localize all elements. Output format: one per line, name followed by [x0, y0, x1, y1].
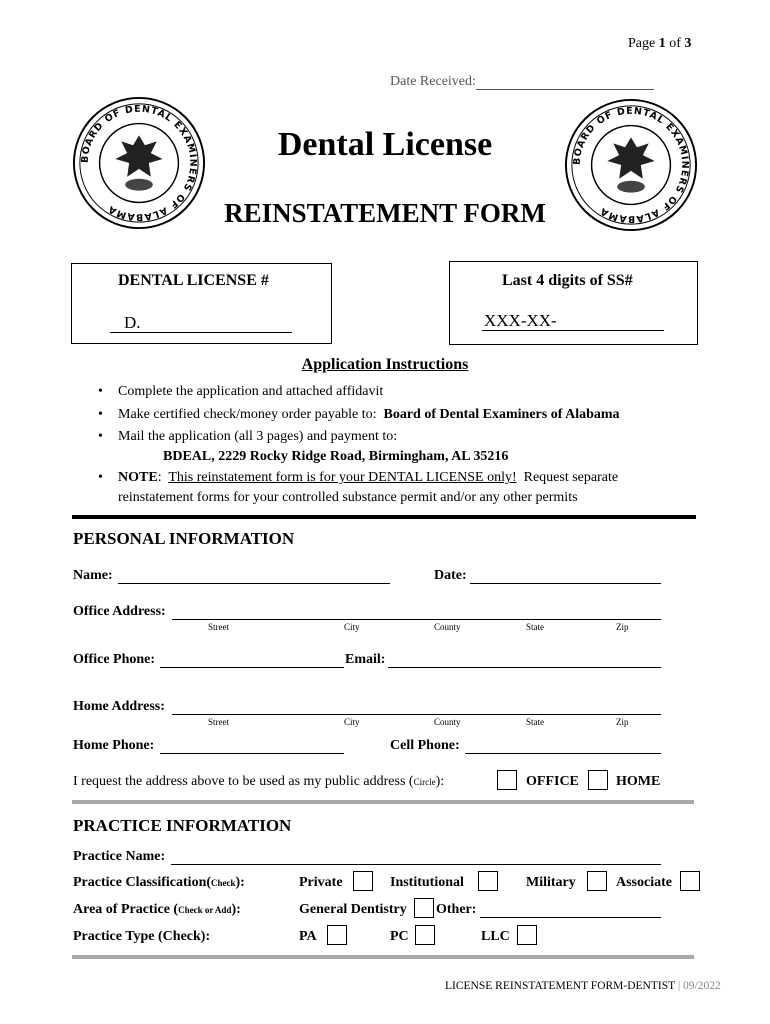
bullet-icon: • — [98, 407, 103, 422]
dental-license-box — [71, 263, 332, 344]
date-label: Date: — [434, 568, 467, 583]
instruction-note: NOTE: This reinstatement form is for your DENTAL LICENSE only! Request separate — [118, 470, 619, 485]
practice-name-input[interactable] — [171, 864, 661, 865]
practice-name-label: Practice Name: — [73, 849, 166, 864]
svg-text:BOARD OF DENTAL EXAMINERS OF A: BOARD OF DENTAL EXAMINERS OF ALABAMA — [571, 105, 691, 225]
city-sublabel: City — [344, 622, 360, 632]
practice-type-label: Practice Type (Check): — [73, 929, 211, 944]
military-checkbox[interactable] — [587, 871, 607, 891]
ssn-label: Last 4 digits of SS# — [502, 272, 633, 289]
office-address-input[interactable] — [172, 619, 661, 620]
county-sublabel: County — [434, 622, 461, 632]
military-label: Military — [526, 875, 576, 890]
city-sublabel: City — [344, 717, 360, 727]
county-sublabel: County — [434, 717, 461, 727]
pc-checkbox[interactable] — [415, 925, 435, 945]
street-sublabel: Street — [208, 622, 229, 632]
home-address-input[interactable] — [172, 714, 661, 715]
practice-info-heading: PRACTICE INFORMATION — [73, 816, 292, 835]
general-dentistry-label: General Dentistry — [299, 902, 407, 917]
general-dentistry-checkbox[interactable] — [414, 898, 434, 918]
zip-sublabel: Zip — [616, 622, 629, 632]
state-sublabel: State — [526, 622, 544, 632]
ssn-box — [449, 261, 698, 345]
name-label: Name: — [73, 568, 113, 583]
cell-phone-label: Cell Phone: — [390, 738, 460, 753]
llc-label: LLC — [481, 929, 510, 944]
area-of-practice-label: Area of Practice (Check or Add): — [73, 902, 241, 917]
pa-checkbox[interactable] — [327, 925, 347, 945]
practice-classification-label: Practice Classification(Check): — [73, 875, 245, 890]
office-phone-label: Office Phone: — [73, 652, 156, 667]
instructions-title: Application Instructions — [301, 356, 469, 373]
personal-info-heading: PERSONAL INFORMATION — [73, 529, 295, 548]
office-checkbox[interactable] — [497, 770, 517, 790]
home-address-label: Home Address: — [73, 699, 165, 714]
bullet-icon: • — [98, 429, 103, 444]
footer: LICENSE REINSTATEMENT FORM-DENTIST | 09/2022 — [445, 980, 721, 992]
form-title: Dental License — [277, 126, 493, 163]
svg-text:BOARD OF DENTAL EXAMINERS OF A: BOARD OF DENTAL EXAMINERS OF ALABAMA — [79, 103, 199, 223]
instruction-item: Mail the application (all 3 pages) and payment to: — [118, 429, 398, 444]
date-input[interactable] — [470, 583, 661, 584]
pc-label: PC — [390, 929, 409, 944]
home-phone-input[interactable] — [160, 753, 344, 754]
form-subtitle: REINSTATEMENT FORM — [224, 198, 546, 228]
associate-checkbox[interactable] — [680, 871, 700, 891]
home-checkbox[interactable] — [588, 770, 608, 790]
institutional-checkbox[interactable] — [478, 871, 498, 891]
state-sublabel: State — [526, 717, 544, 727]
name-input[interactable] — [118, 583, 390, 584]
office-phone-input[interactable] — [160, 667, 344, 668]
bullet-icon: • — [98, 470, 103, 485]
mailing-address: BDEAL, 2229 Rocky Ridge Road, Birmingham, AL 35216 — [163, 449, 509, 464]
office-address-label: Office Address: — [73, 604, 166, 619]
office-option-label: OFFICE — [526, 774, 579, 789]
instruction-item: Complete the application and attached affidavit — [118, 384, 384, 399]
dental-license-input[interactable]: D. — [110, 313, 292, 333]
llc-checkbox[interactable] — [517, 925, 537, 945]
other-label: Other: — [436, 902, 477, 917]
ssn-input[interactable]: XXX-XX- — [482, 311, 664, 331]
other-input[interactable] — [480, 917, 661, 918]
public-address-prompt: I request the address above to be used as my public address (Circle): — [73, 774, 445, 789]
associate-label: Associate — [616, 875, 672, 890]
institutional-label: Institutional — [390, 875, 464, 890]
email-input[interactable] — [388, 667, 661, 668]
cell-phone-input[interactable] — [465, 753, 661, 754]
private-checkbox[interactable] — [353, 871, 373, 891]
dental-license-label: DENTAL LICENSE # — [118, 272, 269, 289]
private-label: Private — [299, 875, 343, 890]
section-divider — [72, 800, 694, 804]
instruction-item: Make certified check/money order payable to: Board of Dental Examiners of Alabama — [118, 407, 620, 422]
section-divider — [72, 515, 696, 519]
date-received-field[interactable]: Date Received: — [390, 74, 654, 90]
page-number: Page 1 of 3 — [628, 36, 692, 51]
pa-label: PA — [299, 929, 317, 944]
home-option-label: HOME — [616, 774, 661, 789]
home-phone-label: Home Phone: — [73, 738, 155, 753]
street-sublabel: Street — [208, 717, 229, 727]
section-divider — [72, 955, 694, 959]
instruction-note-line2: reinstatement forms for your controlled substance permit and/or any other permits — [118, 490, 578, 505]
email-label: Email: — [345, 652, 386, 667]
zip-sublabel: Zip — [616, 717, 629, 727]
bullet-icon: • — [98, 384, 103, 399]
